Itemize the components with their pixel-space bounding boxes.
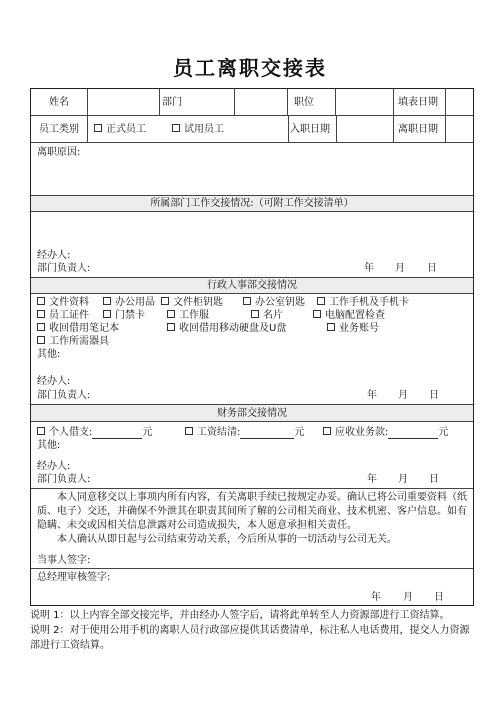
notes bbox=[30, 608, 474, 653]
leave-date-field[interactable] bbox=[446, 116, 473, 142]
checkbox-icon bbox=[243, 297, 251, 305]
item-business-account[interactable] bbox=[327, 322, 379, 335]
gm-month: 月 bbox=[403, 592, 413, 603]
finance-section-body bbox=[31, 422, 473, 489]
name-field[interactable] bbox=[88, 89, 160, 115]
item-office-keys[interactable] bbox=[243, 296, 305, 309]
dept-month: 月 bbox=[395, 263, 405, 274]
position-label: 职位 bbox=[288, 89, 336, 115]
dept-section-header: 所属部门工作交接情况:（可附工作交接清单） bbox=[31, 196, 473, 212]
unit-label: 元 bbox=[142, 427, 153, 438]
receivable-field[interactable] bbox=[388, 428, 438, 439]
finance-handler-label: 经办人: bbox=[37, 461, 71, 472]
wage-field[interactable] bbox=[240, 428, 294, 439]
item-tools[interactable] bbox=[37, 335, 109, 348]
item-label: 员工证件 bbox=[49, 310, 89, 321]
checkbox-icon bbox=[103, 310, 111, 318]
item-label: 工作所需器具 bbox=[49, 336, 109, 347]
wage-label: 工资结清: bbox=[197, 427, 241, 438]
item-label: 工作服 bbox=[179, 310, 209, 321]
unit-label: 元 bbox=[294, 427, 305, 438]
checkbox-icon bbox=[167, 310, 175, 318]
item-hard-drive[interactable] bbox=[167, 322, 286, 335]
item-documents[interactable] bbox=[37, 296, 89, 309]
checkbox-icon bbox=[313, 310, 321, 318]
item-label: 文件资料 bbox=[49, 297, 89, 308]
item-office-supplies[interactable] bbox=[103, 296, 155, 309]
admin-year: 年 bbox=[367, 390, 377, 401]
dept-manager-label: 部门负责人: bbox=[37, 263, 91, 274]
item-label: 工作手机及手机卡 bbox=[329, 297, 409, 308]
gm-day: 日 bbox=[434, 592, 444, 603]
trial-label: 试用员工 bbox=[184, 123, 224, 135]
admin-other-label: 其他: bbox=[37, 349, 61, 360]
regular-checkbox[interactable] bbox=[94, 124, 102, 132]
item-laptop[interactable] bbox=[37, 322, 119, 335]
reason-section[interactable] bbox=[31, 143, 473, 196]
wage-item[interactable] bbox=[185, 426, 304, 439]
admin-section-body bbox=[31, 294, 473, 405]
handover-form bbox=[30, 88, 474, 606]
type-label: 员工类别 bbox=[31, 116, 88, 142]
dept-section-body[interactable] bbox=[31, 212, 473, 278]
regular-label: 正式员工 bbox=[106, 123, 146, 135]
fill-date-field[interactable] bbox=[446, 89, 473, 115]
admin-manager-label: 部门负责人: bbox=[37, 390, 91, 401]
dept-year: 年 bbox=[364, 263, 374, 274]
declaration-paragraph-2: 本人确认从即日起与公司结束劳动关系，今后所从事的一切活动与公司无关。 bbox=[57, 534, 397, 545]
item-label: 名片 bbox=[263, 310, 283, 321]
checkbox-icon bbox=[37, 427, 45, 435]
gm-section[interactable] bbox=[31, 569, 473, 605]
item-access-card[interactable] bbox=[103, 309, 145, 322]
position-field[interactable] bbox=[336, 89, 394, 115]
note-1: 说明 1：以上内容全部交接完毕，并由经办人签字后，请将此单转至人力资源部进行工资结算。 bbox=[30, 610, 450, 621]
item-id-card[interactable] bbox=[37, 309, 89, 322]
entry-date-field[interactable] bbox=[336, 116, 394, 142]
checkbox-icon bbox=[37, 297, 45, 305]
form-title: 员工离职交接表 bbox=[173, 56, 327, 80]
item-label: 收回借用移动硬盘及U盘 bbox=[179, 323, 287, 334]
item-pc-check[interactable] bbox=[313, 309, 385, 322]
item-uniform[interactable] bbox=[167, 309, 209, 322]
receivable-label: 应收业务款: bbox=[335, 427, 389, 438]
loan-item[interactable] bbox=[37, 426, 152, 439]
loan-field[interactable] bbox=[92, 428, 142, 439]
item-label: 业务账号 bbox=[339, 323, 379, 334]
checkbox-icon bbox=[185, 427, 193, 435]
item-label: 收回借用笔记本 bbox=[49, 323, 119, 334]
dept-label: 部门 bbox=[160, 89, 235, 115]
declaration-section bbox=[31, 489, 473, 569]
finance-section-header: 财务部交接情况 bbox=[31, 405, 473, 422]
gm-year: 年 bbox=[371, 592, 381, 603]
checkbox-icon bbox=[161, 297, 169, 305]
admin-day: 日 bbox=[429, 390, 439, 401]
item-work-phone[interactable] bbox=[317, 296, 409, 309]
item-label: 办公室钥匙 bbox=[255, 297, 305, 308]
entry-date-label: 入职日期 bbox=[290, 123, 330, 135]
loan-label: 个人借支: bbox=[49, 427, 93, 438]
note-2: 说明 2：对于使用公用手机的离职人员行政部应提供其话费清单，标注私人电话费用，提交人力资源部进行工资结算。 bbox=[30, 625, 470, 651]
admin-section-header: 行政人事部交接情况 bbox=[31, 278, 473, 294]
finance-day: 日 bbox=[429, 474, 439, 485]
finance-other-label: 其他: bbox=[37, 440, 61, 451]
receivable-item[interactable] bbox=[323, 426, 448, 439]
declaration-paragraph-1: 本人同意移交以上事项内所有内容，有关离职手续已按规定办妥。确认已将公司重要资料（纸质、电子）交还，并确保不外泄其在职责其间所了解的公司相关商业、技术机密、客户信息。如有隐瞒、未交或因相关信息泄露对公司造成损失，本人愿意承担相关责任。 bbox=[37, 492, 467, 531]
leave-date-label: 离职日期 bbox=[394, 116, 446, 142]
item-cabinet-keys[interactable] bbox=[161, 296, 223, 309]
dept-field[interactable] bbox=[235, 89, 288, 115]
dept-handler-label: 经办人: bbox=[37, 250, 71, 261]
finance-manager-label: 部门负责人: bbox=[37, 474, 91, 485]
item-label: 电脑配置检查 bbox=[325, 310, 385, 321]
checkbox-icon bbox=[37, 323, 45, 331]
name-label: 姓名 bbox=[31, 89, 88, 115]
fill-date-label: 填表日期 bbox=[394, 89, 446, 115]
dept-day: 日 bbox=[427, 263, 437, 274]
finance-year: 年 bbox=[367, 474, 377, 485]
finance-month: 月 bbox=[398, 474, 408, 485]
checkbox-icon bbox=[251, 310, 259, 318]
item-label: 文件柜钥匙 bbox=[173, 297, 223, 308]
checkbox-icon bbox=[327, 323, 335, 331]
checkbox-icon bbox=[323, 427, 331, 435]
gm-sign-label: 总经理审核签字: bbox=[37, 572, 111, 583]
admin-month: 月 bbox=[398, 390, 408, 401]
trial-checkbox[interactable] bbox=[172, 124, 180, 132]
checkbox-icon bbox=[317, 297, 325, 305]
row-employee-type bbox=[31, 116, 473, 143]
admin-handler-label: 经办人: bbox=[37, 376, 71, 387]
item-label: 办公用品 bbox=[115, 297, 155, 308]
checkbox-icon bbox=[103, 297, 111, 305]
row-basic-info bbox=[31, 89, 473, 116]
checkbox-icon bbox=[167, 323, 175, 331]
item-business-card[interactable] bbox=[251, 309, 283, 322]
party-sign-label: 当事人签字: bbox=[37, 555, 91, 566]
reason-label: 离职原因: bbox=[37, 147, 81, 158]
unit-label: 元 bbox=[438, 427, 449, 438]
checkbox-icon bbox=[37, 336, 45, 344]
checkbox-icon bbox=[37, 310, 45, 318]
item-label: 门禁卡 bbox=[115, 310, 145, 321]
